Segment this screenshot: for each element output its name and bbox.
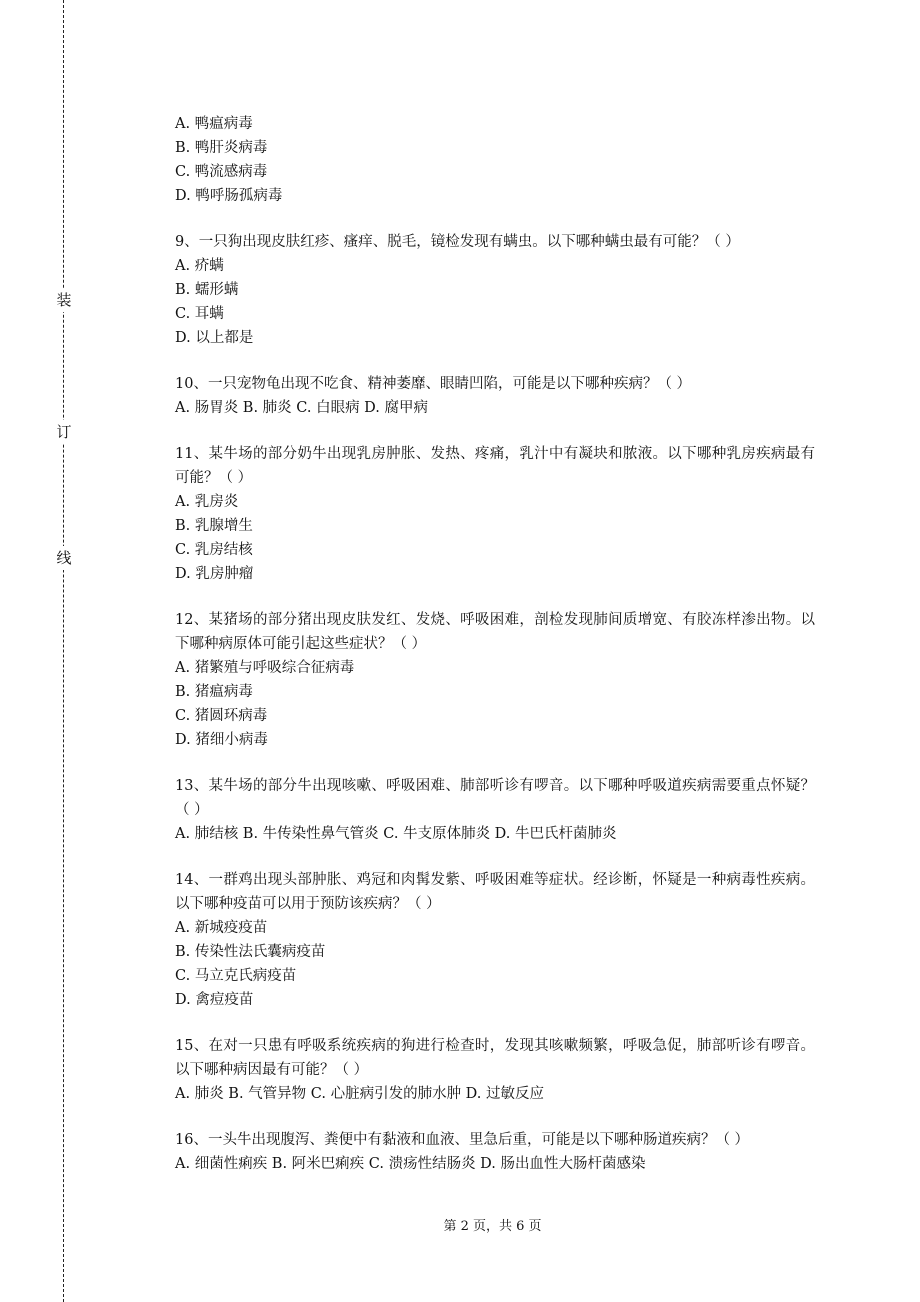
answer-option: D. 鸭呼肠孤病毒 (175, 188, 283, 204)
question-stem: 14、一群鸡出现头部肿胀、鸡冠和肉髯发紫、呼吸困难等症状。经诊断，怀疑是一种病毒性疾病。以下哪种疫苗可以用于预防该疾病？（ ） (175, 872, 815, 912)
question-block (175, 1034, 815, 1106)
answer-option: C. 猪圆环病毒 (175, 708, 268, 724)
answer-option: B. 鸭肝炎病毒 (175, 140, 268, 156)
question-block (175, 372, 815, 420)
answer-option: C. 乳房结核 (175, 542, 253, 558)
question-stem: 16、一头牛出现腹泻、粪便中有黏液和血液、里急后重，可能是以下哪种肠道疾病？（ ） (175, 1132, 750, 1148)
answer-option: D. 以上都是 (175, 330, 254, 346)
question-stem: 12、某猪场的部分猪出现皮肤发红、发烧、呼吸困难，剖检发现肺间质增宽、有胶冻样渗出物。以下哪种病原体可能引起这些症状？（ ） (175, 612, 815, 652)
answer-option: D. 禽痘疫苗 (175, 992, 254, 1008)
answer-option: D. 乳房肿瘤 (175, 566, 254, 582)
answer-option: B. 传染性法氏囊病疫苗 (175, 944, 326, 960)
question-block (175, 868, 815, 1012)
binding-margin-line (63, 0, 64, 1302)
answer-option: A. 疥螨 (175, 258, 224, 274)
answer-option: A. 猪繁殖与呼吸综合征病毒 (175, 660, 355, 676)
binding-label-ding: 订 (50, 420, 78, 444)
answer-option: C. 马立克氏病疫苗 (175, 968, 297, 984)
page-footer: 第 2 页，共 6 页 (443, 1219, 542, 1234)
question-block (175, 112, 815, 208)
question-block (175, 442, 815, 586)
answer-option: C. 鸭流感病毒 (175, 164, 268, 180)
binding-label-xian: 线 (50, 546, 78, 570)
answer-option: A. 乳房炎 (175, 494, 239, 510)
answer-option: A. 鸭瘟病毒 (175, 116, 253, 132)
question-stem: 10、一只宠物龟出现不吃食、精神萎靡、眼睛凹陷，可能是以下哪种疾病？（ ） (175, 376, 692, 392)
question-block (175, 230, 815, 350)
answer-option: B. 乳腺增生 (175, 518, 253, 534)
answer-option: B. 猪瘟病毒 (175, 684, 253, 700)
question-block (175, 608, 815, 752)
question-stem: 15、在对一只患有呼吸系统疾病的狗进行检查时，发现其咳嗽频繁，呼吸急促，肺部听诊有啰音。以下哪种病因最有可能？（ ） (175, 1038, 815, 1078)
answer-option: A. 细菌性痢疾 B. 阿米巴痢疾 C. 溃疡性结肠炎 D. 肠出血性大肠杆菌感染 (175, 1156, 646, 1172)
question-stem: 11、某牛场的部分奶牛出现乳房肿胀、发热、疼痛，乳汁中有凝块和脓液。以下哪种乳房疾病最有可能？（ ） (175, 446, 815, 486)
question-stem: 13、某牛场的部分牛出现咳嗽、呼吸困难、肺部听诊有啰音。以下哪种呼吸道疾病需要重点怀疑？（ ） (175, 778, 815, 818)
answer-option: A. 肺结核 B. 牛传染性鼻气管炎 C. 牛支原体肺炎 D. 牛巴氏杆菌肺炎 (175, 826, 617, 842)
question-stem: 9、一只狗出现皮肤红疹、瘙痒、脱毛，镜检发现有螨虫。以下哪种螨虫最有可能？（ ） (175, 234, 740, 250)
answer-option: A. 肺炎 B. 气管异物 C. 心脏病引发的肺水肿 D. 过敏反应 (175, 1086, 545, 1102)
question-list (175, 112, 815, 1198)
answer-option: C. 耳螨 (175, 306, 224, 322)
question-block (175, 774, 815, 846)
answer-option: A. 新城疫疫苗 (175, 920, 268, 936)
question-block (175, 1128, 815, 1176)
answer-option: A. 肠胃炎 B. 肺炎 C. 白眼病 D. 腐甲病 (175, 400, 429, 416)
binding-label-zhuang: 装 (50, 288, 78, 312)
answer-option: D. 猪细小病毒 (175, 732, 268, 748)
answer-option: B. 蠕形螨 (175, 282, 239, 298)
